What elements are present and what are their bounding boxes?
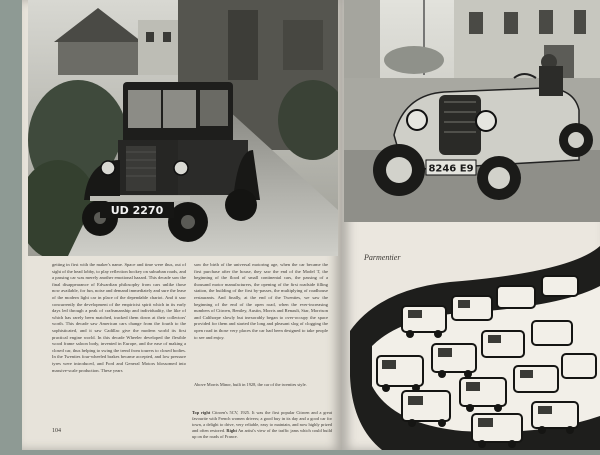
right-caption2-text: An artist's view of the traffic jams which could build up on the roads of France. xyxy=(192,428,332,439)
left-text-col1: getting in first with the maker's name. Space and time were thus, out of sight of the head lobby, to play reflection hockey on suburban roads, and a passing car was merely another emotional hazard. This decade saw the final disappearance of Edwardian philosophy from cars unlike those now available, for fun, noise and demand immediately and sure the lease of the modern light car in place of the dependable chariot. And it saw concurrently the development of the empiricist spirit which in its early days led through a peak of craftsmanship and individuality, the like of which has rarely been matched, tracked them down at their collectors' worth. This decade saw American cars change from the fourth to the sophisticated, and it saw Cadillac give the modern world its first practical engine world. In this decade Wheeler developed the flexible wood frame saloon body, invented in Europe, and the ease of making a closed car, thus helping to swing the trend from tourers to closed bodies. In the Twenties four-wheeled brakes became accepted, and low pressure tyres were introduced, and Ford and General Motors blossomed into massive-scale production. These years xyxy=(52,262,186,373)
left-caption-text: Above Morris Minor, built in 1928, the car of the twenties style. xyxy=(194,382,307,387)
artist-signature: Parmentier xyxy=(364,253,401,262)
citroen-car-photo xyxy=(344,0,600,222)
left-text-col2: saw the birth of the universal motoring age, when the car became the first purchase after the house, they saw the end of the Model T, the beginning of the flood of small continental cars, the passing of a thousand motor manufacturers, the opening of the first roadside filling station, the building of the first by-passes, the multiplying of roadhouse restaurants. And finally, at the end of the Twenties, we saw the beginning of the end of the open road, when the ever-increasing numbers of Citroen, Bentley, Austin, Morris and Renault, Star, Morrison and Calthorpe slowly but inexorably began to over-occupy the space provided for them and started the long and pleasant slog of clogging the open road in those very places the car had been designed to take people to see and enjoy. xyxy=(194,262,328,340)
citroen-plate-text: 8246 E9 xyxy=(428,163,474,175)
page-number: 104 xyxy=(52,428,61,434)
morris-car-photo xyxy=(28,0,338,256)
left-page xyxy=(22,0,342,450)
right-caption2-label: Right xyxy=(226,428,237,433)
left-caption xyxy=(194,382,328,388)
morris-plate-text: UD 2270 xyxy=(110,204,164,217)
left-text-column-1 xyxy=(52,262,186,422)
traffic-jam-drawing xyxy=(342,226,600,450)
right-caption xyxy=(192,410,332,440)
right-caption-text: Citroen's 5CV, 1925. It was the first popular Citroen and a great favourite with French women drivers; a good buy in its day and a good car for town, a delight to drive, very reliable, easy to maintain, and now highly prized and often restored. xyxy=(192,410,332,433)
left-text-column-2 xyxy=(194,262,328,378)
book-spread xyxy=(22,0,600,450)
right-caption-label: Top right xyxy=(192,410,211,415)
